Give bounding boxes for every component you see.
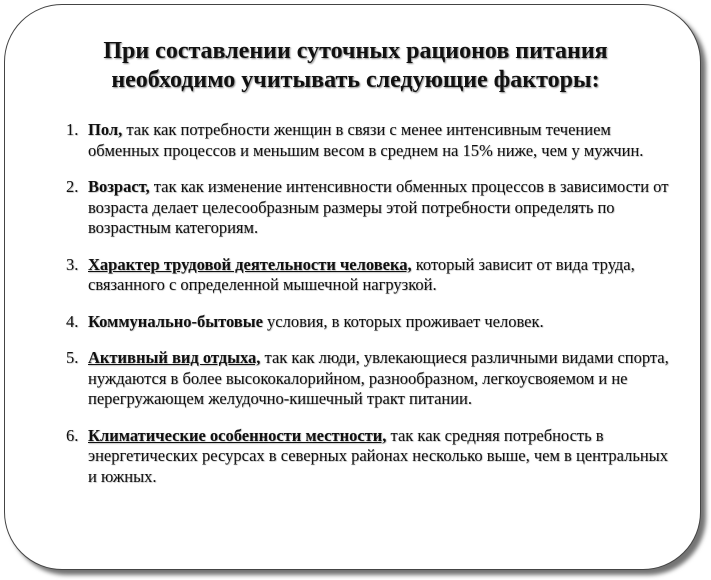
factor-text: условия, в которых проживает человек. <box>262 311 544 331</box>
factor-lead: Пол, <box>88 120 123 139</box>
factor-item-3 <box>66 255 676 296</box>
factor-number: 1. <box>66 120 79 139</box>
factor-item-2 <box>66 177 676 239</box>
factors-list <box>66 120 676 503</box>
factor-item-4 <box>66 312 676 333</box>
factor-text: который зависит от вида труда, связанного с определенной мышечной нагрузкой. <box>88 254 635 294</box>
factor-number: 3. <box>66 254 79 274</box>
factor-lead: Активный вид отдыха, <box>88 348 261 367</box>
factor-number: 2. <box>66 177 79 196</box>
factor-number: 6. <box>66 425 79 445</box>
factor-item-5 <box>66 348 676 410</box>
factor-text: так как люди, увлекающиеся различными видами спорта, нуждаются в более высококалорийном, разнообразном, легкоусвояемом и не перегружающем желудочно-кишечный тракт питании. <box>88 348 669 408</box>
title-line-2: необходимо учитывать следующие факторы: <box>111 67 600 93</box>
factor-lead: Коммунально-бытовые <box>88 311 263 331</box>
factor-lead: Климатические особенности местности, <box>88 425 387 445</box>
factor-lead: Возраст, <box>88 177 150 196</box>
factor-lead: Характер трудовой деятельности человека, <box>88 254 412 274</box>
factor-text: так как потребности женщин в связи с менее интенсивным течением обменных процессов и меньшим весом в среднем на 15% ниже, чем у мужчин. <box>88 120 644 160</box>
factor-number: 4. <box>66 311 79 331</box>
page-title <box>0 37 711 95</box>
factor-item-6 <box>66 426 676 488</box>
title-line-1: При составлении суточных рационов питания <box>103 38 608 64</box>
factor-item-1 <box>66 120 676 161</box>
factor-text: так как средняя потребность в энергетических ресурсах в северных районах несколько выше, чем в центральных и южных. <box>88 425 669 486</box>
factor-text: так как изменение интенсивности обменных процессов в зависимости от возраста делает целесообразным размеры этой потребности определять по возрастным категориям. <box>88 177 669 237</box>
factor-number: 5. <box>66 348 79 367</box>
